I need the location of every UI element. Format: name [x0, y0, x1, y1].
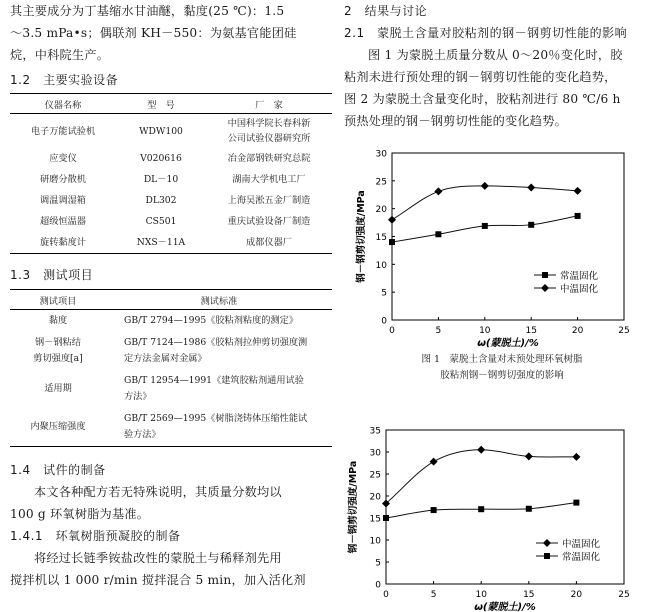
data-point-square	[575, 213, 581, 219]
data-point-square	[528, 222, 534, 228]
legend-label: 常温固化	[560, 271, 599, 282]
table-cell: 旋转黏度计	[40, 237, 86, 248]
subsection-heading: 1.4.1 环氧树脂预凝胶的制备	[10, 529, 181, 543]
table-cell: 调温调湿箱	[40, 195, 86, 206]
data-point-diamond	[527, 184, 535, 192]
table-cell: GB/T 7124—1986《胶粘剂拉伸剪切强度测 定方法金属对金属》	[124, 337, 308, 364]
section-heading: 1.3 测试项目	[10, 268, 94, 282]
section-heading: 1.4 试件的制备	[10, 463, 106, 477]
data-point-diamond	[434, 187, 442, 195]
caption-line: 胶粘剂钢－钢剪切强度的影响	[440, 370, 564, 381]
x-tick-label: 20	[570, 590, 583, 600]
test-items-table	[10, 289, 332, 447]
y-tick-label: 30	[375, 149, 387, 160]
legend-marker-square	[542, 272, 548, 278]
series-line	[392, 216, 578, 242]
table-cell: CS501	[145, 216, 177, 227]
table-cell: NXS－11A	[136, 237, 186, 248]
x-axis-label: ω(蒙脱土)/%	[477, 338, 539, 349]
paragraph-line: ～3.5 mPa•s；偶联剂 KH－550：为氨基官能团硅	[10, 26, 297, 40]
paragraph-line: 预热处理的钢－钢剪切性能的变化趋势。	[344, 114, 567, 128]
table-cell: 中国科学院长春科新 公司试验仪器研究所	[227, 118, 311, 144]
data-point-square	[431, 507, 437, 513]
table-header: 型 号	[116, 94, 206, 114]
table-row	[10, 211, 332, 232]
table-row	[10, 169, 332, 190]
table-row	[10, 310, 332, 333]
y-tick-label: 20	[375, 205, 387, 216]
y-tick-label: 10	[375, 260, 387, 271]
table-cell: WDW100	[139, 125, 183, 137]
x-tick-label: 10	[479, 326, 491, 336]
y-tick-label: 15	[369, 514, 381, 525]
table-header: 厂 家	[206, 94, 332, 114]
section-heading: 2 结果与讨论	[344, 4, 428, 18]
y-axis-label: 钢－钢剪切强度/MPa	[348, 460, 359, 554]
table-row	[10, 114, 332, 149]
table-cell: 上海吴淞五金厂制造	[227, 195, 311, 206]
x-tick-label: 20	[571, 326, 584, 336]
paragraph-line: 图 2 为蒙脱土含量变化时，胶粘剂进行 80 ℃/6 h	[344, 92, 621, 106]
y-tick-label: 25	[369, 470, 381, 481]
x-tick-label: 15	[525, 326, 537, 336]
section-heading: 1.2 主要实验设备	[10, 73, 119, 87]
y-axis-label: 钢－钢剪切强度/MPa	[356, 190, 367, 283]
table-row	[10, 408, 332, 447]
y-tick-label: 20	[369, 492, 381, 503]
table-cell: 钢－钢粘结 剪切强度[a]	[33, 337, 83, 364]
x-tick-label: 25	[618, 590, 630, 600]
table-cell: GB/T 12954—1991《建筑胶粘剂通用试验 方法》	[124, 375, 304, 402]
y-tick-label: 5	[375, 558, 381, 569]
data-point-square	[435, 231, 441, 237]
table-row	[10, 148, 332, 169]
table-header: 测试项目	[10, 290, 106, 310]
paragraph-line: 烷，中科院生产。	[10, 48, 110, 62]
data-point-square	[573, 500, 579, 506]
data-point-square	[482, 223, 488, 229]
paragraph-line: 粘剂未进行预处理的钢－钢剪切性能的变化趋势，	[344, 70, 617, 84]
table-cell: GB/T 2794—1995《胶粘剂粘度的测定》	[124, 315, 299, 326]
y-tick-label: 0	[375, 580, 381, 591]
table-cell: 黏度	[48, 315, 68, 326]
table-cell: 超级恒温器	[40, 216, 86, 227]
chart-1	[344, 142, 660, 352]
table-row	[10, 332, 332, 370]
data-point-diamond	[430, 458, 438, 466]
equipment-table	[10, 93, 332, 254]
x-tick-label: 25	[618, 326, 630, 336]
x-tick-label: 0	[389, 326, 395, 336]
x-axis-label: ω(蒙脱土)/%	[474, 602, 536, 612]
table-cell: 适用期	[44, 383, 72, 394]
paragraph-line: 图 1 为蒙脱土质量分数从 0～20％变化时，胶	[368, 48, 623, 62]
data-point-diamond	[574, 187, 582, 195]
chart-2	[344, 418, 660, 612]
data-point-diamond	[388, 216, 396, 224]
x-tick-label: 10	[475, 590, 487, 600]
y-tick-label: 25	[375, 177, 387, 188]
table-cell: V020616	[140, 153, 182, 164]
legend-marker-diamond	[543, 539, 551, 547]
paragraph-line: 其主要成分为丁基缩水甘油醚，黏度(25 ℃)：1.5	[10, 4, 285, 18]
table-cell: 应变仪	[49, 153, 77, 164]
x-tick-label: 15	[523, 590, 535, 600]
data-point-square	[526, 506, 532, 512]
table-cell: 电子万能试验机	[30, 125, 96, 137]
legend-label: 常温固化	[562, 552, 601, 563]
series-line	[392, 186, 578, 220]
table-cell: DL302	[145, 195, 177, 206]
paragraph-line: 搅拌机以 1 000 r/min 搅拌混合 5 min，加入活化剂	[10, 573, 306, 587]
caption-line: 图 1 蒙脱土含量对未预处理环氧树脂	[421, 354, 583, 365]
y-tick-label: 15	[375, 233, 387, 243]
table-cell: 内聚压缩强度	[30, 421, 86, 432]
data-point-diamond	[525, 452, 533, 460]
data-point-diamond	[477, 446, 485, 454]
data-point-diamond	[572, 453, 580, 461]
paragraph-line: 100 g 环氧树脂为基准。	[10, 507, 150, 521]
table-row	[10, 232, 332, 254]
table-cell: 成都仪器厂	[246, 237, 292, 248]
table-cell: 重庆试验设备厂制造	[227, 216, 311, 227]
y-tick-label: 30	[369, 448, 381, 459]
table-cell: 研磨分散机	[40, 174, 86, 185]
right-column	[344, 0, 660, 132]
legend-marker-diamond	[541, 284, 549, 292]
series-line	[386, 450, 576, 504]
paragraph-line: 将经过长链季铵盐改性的蒙脱土与稀释剂先用	[34, 551, 282, 565]
legend-label: 中温固化	[560, 284, 599, 295]
table-cell: 湖南大学机电工厂	[232, 174, 306, 185]
x-tick-label: 0	[383, 590, 389, 600]
figure-1-caption	[344, 352, 660, 384]
data-point-square	[389, 239, 395, 245]
y-tick-label: 0	[381, 316, 387, 327]
table-header: 仪器名称	[10, 94, 116, 114]
data-point-square	[478, 506, 484, 512]
y-tick-label: 10	[369, 536, 381, 547]
table-row	[10, 370, 332, 408]
table-row	[10, 190, 332, 211]
legend-marker-square	[544, 553, 550, 559]
y-tick-label: 35	[369, 426, 381, 437]
table-header: 测试标准	[106, 290, 332, 310]
data-point-square	[383, 515, 389, 521]
left-column	[10, 0, 332, 591]
table-cell: DL－10	[143, 174, 179, 185]
table-cell: 冶金部钢铁研究总院	[227, 153, 311, 164]
subsection-heading: 2.1 蒙脱土含量对胶粘剂的钢－钢剪切性能的影响	[344, 26, 628, 40]
legend-label: 中温固化	[562, 539, 601, 550]
x-tick-label: 5	[430, 590, 437, 600]
data-point-diamond	[481, 182, 489, 190]
table-cell: GB/T 2569—1995《树脂浇铸体压缩性能试 验方法》	[124, 413, 308, 440]
x-tick-label: 5	[435, 326, 442, 336]
y-tick-label: 5	[381, 288, 387, 299]
paragraph-line: 本文各种配方若无特殊说明，其质量分数均以	[34, 485, 282, 499]
